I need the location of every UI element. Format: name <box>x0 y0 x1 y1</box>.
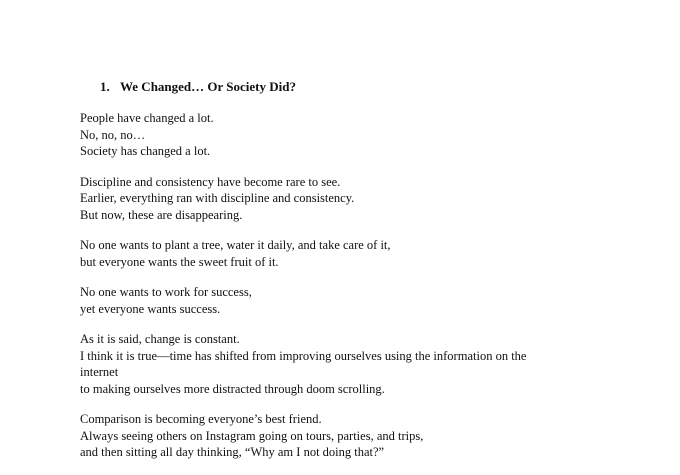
text-line: internet <box>80 365 119 379</box>
text-line: Society has changed a lot. <box>80 144 211 158</box>
paragraph-1 <box>80 110 580 160</box>
heading-number: 1. <box>100 79 110 94</box>
text-line: yet everyone wants success. <box>80 301 221 316</box>
text-line: Discipline and consistency have become rare to see. <box>80 174 341 189</box>
text-line: to making ourselves more distracted through doom scrolling. <box>80 381 385 396</box>
text-line: I think it is true—time has shifted from improving ourselves using the information on the <box>80 348 527 363</box>
body-text <box>80 110 580 475</box>
text-line: As it is said, change is constant. <box>80 332 240 346</box>
text-line: Always seeing others on Instagram going on tours, parties, and trips, <box>80 428 424 443</box>
text-line: But now, these are disappearing. <box>80 207 243 222</box>
text-line: Earlier, everything ran with discipline and consistency. <box>80 191 355 205</box>
text-line: No one wants to work for success, <box>80 285 252 299</box>
paragraph-5 <box>80 331 580 397</box>
paragraph-2 <box>80 174 580 224</box>
text-line: No, no, no… <box>80 127 146 142</box>
text-line: No one wants to plant a tree, water it daily, and take care of it, <box>80 238 391 252</box>
paragraph-6 <box>80 411 580 461</box>
heading-title: We Changed… Or Society Did? <box>120 79 296 94</box>
paragraph-4 <box>80 284 580 317</box>
text-line: and then sitting all day thinking, “Why am I not doing that?” <box>80 445 385 459</box>
section-heading <box>100 79 296 95</box>
paragraph-3 <box>80 237 580 270</box>
text-line: but everyone wants the sweet fruit of it. <box>80 254 279 269</box>
text-line: People have changed a lot. <box>80 111 214 125</box>
text-line: Comparison is becoming everyone’s best friend. <box>80 412 322 426</box>
